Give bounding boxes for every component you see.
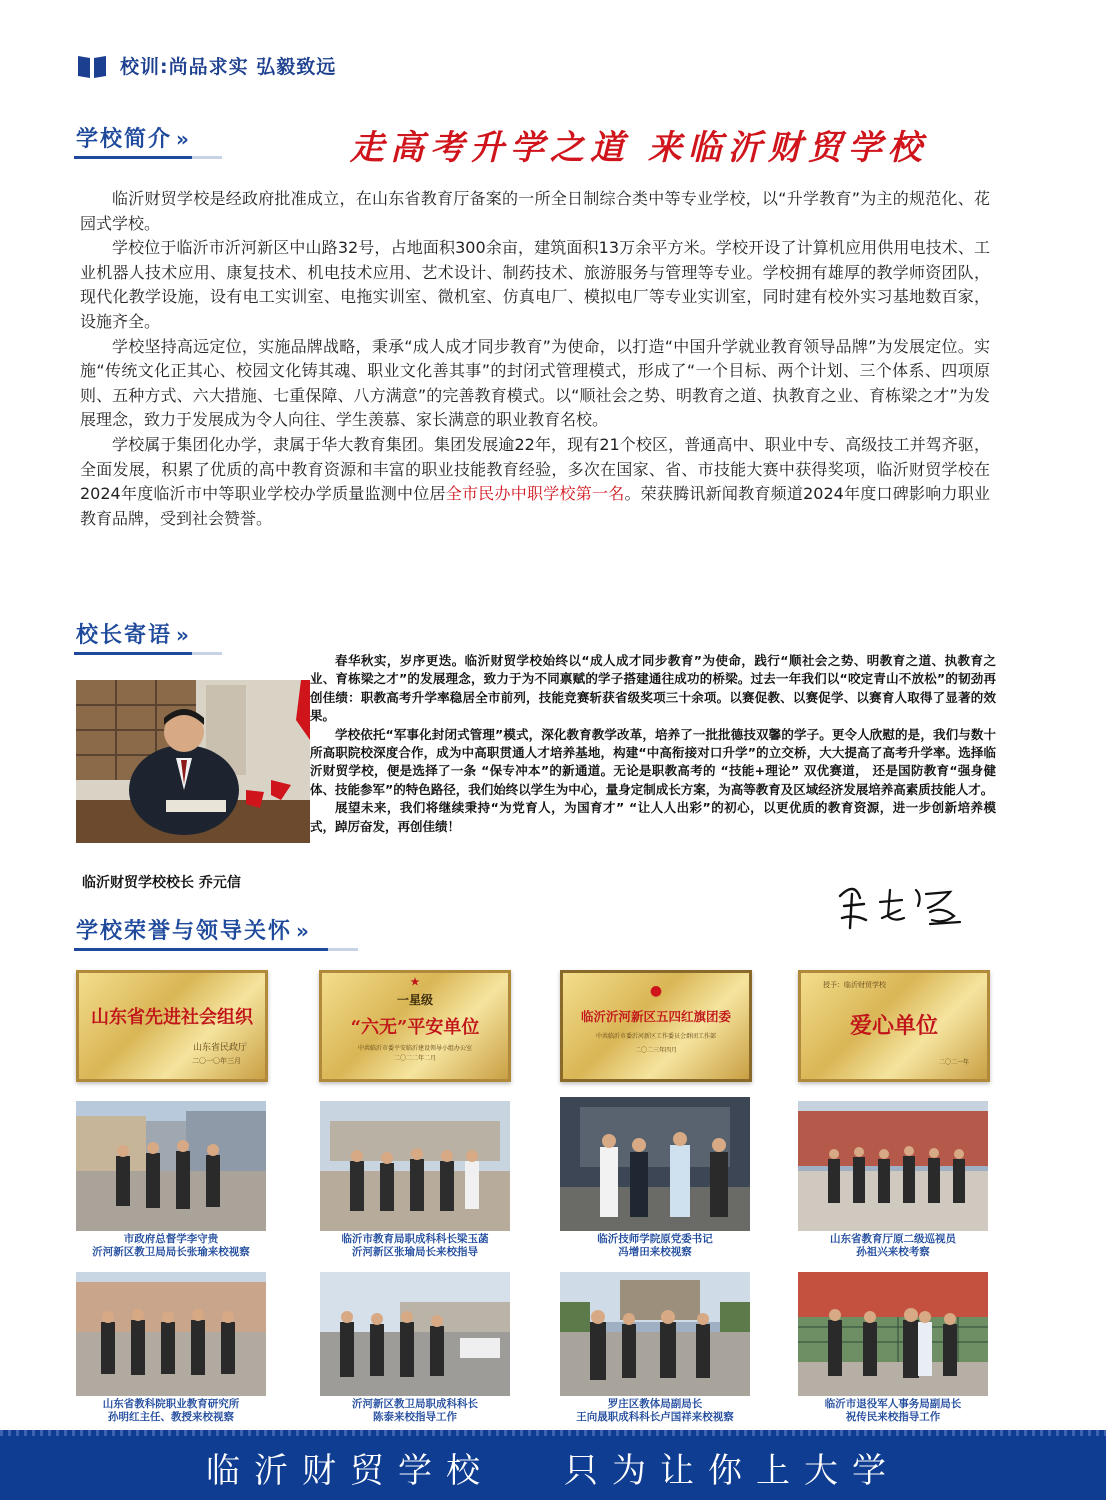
visit-photo [798,1272,988,1396]
photo-caption: 山东省教科院职业教育研究所 孙明红主任、教授来校视察 [102,1398,240,1423]
section-underline [74,156,192,159]
section-underline-accent [192,652,222,655]
slogan: 走高考升学之道 来临沂财贸学校 [350,128,928,168]
book-icon [76,50,108,82]
footer-pattern [0,1430,1106,1436]
visit-photo [76,1101,266,1231]
double-chevron-icon: » [176,623,189,647]
visit-photo [320,1272,510,1396]
letter-paragraph: 春华秋实，岁序更迭。临沂财贸学校始终以“成人成才同步教育”为使命，践行“顺社会之势、明教育之道、执教育之业、育栋梁之才”的发展理念，致力于为不同禀赋的学子搭建通往成功的桥梁。过去一年我们以“咬定青山不放松”的韧劲再创佳绩：职教高考升学率稳居全市前列，技能竞赛斩获省级奖项三十余项。以赛促教、以赛促学、以赛育人取得了显著的效果。 [310,653,996,724]
footer-slogan: 临沂财贸学校 只为让你上大学 [206,1451,900,1491]
photo-caption: 临沂技师学院原党委书记 冯增田来校视察 [597,1233,713,1258]
section-underline [74,948,328,951]
honor-plaque: ● 临沂沂河新区五四红旗团委 中共临沂市委沂河新区工作委员会群团工作部 二〇二三年四月 [560,970,752,1082]
section-underline-accent [192,156,222,159]
school-motto: 校训:尚品求实 弘毅致远 [120,56,337,78]
intro-paragraph: 临沂财贸学校是经政府批准成立，在山东省教育厅备案的一所全日制综合类中等专业学校，以“升学教育”为主的规范化、花园式学校。 [80,189,990,233]
section-underline-accent [328,948,358,951]
star-icon: ★ [410,977,420,988]
double-chevron-icon: » [176,127,189,151]
visit-photo [320,1101,510,1231]
principal-caption: 临沂财贸学校校长 乔元信 [82,875,241,891]
principal-photo [76,680,310,843]
intro-paragraph: 学校坚持高远定位，实施品牌战略，秉承“成人成才同步教育”为使命，以打造“中国升学就业教育领导品牌”为发展定位。实施“传统文化正其心、校园文化铸其魂、职业文化善其事”的封闭式管理模式，形成了“一个目标、两个计划、三个体系、四项原则、五种方式、六大措施、七重保障、八方满意”的完善教育模式。以“顺社会之势、明教育之道、执教育之业、育栋梁之才”为发展理念，致力于发展成为令人向往、学生羡慕、家长满意的职业教育名校。 [80,336,990,430]
visit-photo [798,1101,988,1231]
photo-caption: 市政府总督学李守贵 沂河新区教卫局局长张瑜来校视察 [92,1233,250,1258]
emblem-icon: ● [649,983,663,999]
letter-paragraph: 学校依托“军事化封闭式管理”模式，深化教育教学改革，培养了一批批德技双馨的学子。更令人欣慰的是，我们与数十所高职院校深度合作，成为中高职贯通人才培养基地，构建“中高衔接对口升学”的立交桥，大大提高了高考升学率。选择临沂财贸学校，便是选择了一条 “保专冲本”的新通道。无论是职教高考的 “技能+理论” 双优赛道， 还是国防教育“强身健体、技能参军”的特色路径，我们始终以学生为中心，量身定制成长方案，为高等教育及区域经济发展培养高素质技能人才。 [310,726,996,797]
letter-paragraph: 展望未来，我们将继续秉持“为党育人，为国育才” “让人人出彩”的初心，以更优质的教育资源，进一步创新培养模式，踔厉奋发，再创佳绩！ [310,800,996,834]
principal-letter [310,652,996,836]
visit-photo [560,1272,750,1396]
honor-plaque: ★ 一星级 “六无”平安单位 中共临沂市委平安临沂建设领导小组办公室 二〇二二年二月 [319,970,511,1082]
visit-photo [76,1272,266,1396]
intro-paragraph: 学校位于临沂市沂河新区中山路32号，占地面积300余亩，建筑面积13万余平方米。学校开设了计算机应用供用电技术、工业机器人技术应用、康复技术、机电技术应用、艺术设计、制药技术、旅游服务与管理等专业。学校拥有雄厚的教学师资团队，现代化教学设施，设有电工实训室、电拖实训室、微机室、仿真电厂、模拟电厂等专业实训室，同时建有校外实习基地数百家，设施齐全。 [80,238,990,331]
highlight-text: 全市民办中职学校第一名 [445,484,625,504]
photo-caption: 临沂市退役军人事务局副局长 祝传民来校指导工作 [824,1398,962,1423]
honor-plaque: 山东省先进社会组织 山东省民政厅 二〇一〇年三月 [76,970,268,1082]
double-chevron-icon: » [296,919,309,943]
section-title-honors: 学校荣誉与领导关怀 » [76,919,309,944]
section-title-principal: 校长寄语 » [76,623,189,648]
photo-caption: 临沂市教育局职成科科长梁玉菡 沂河新区张瑜局长来校指导 [341,1233,489,1258]
intro-text [80,187,990,531]
photo-caption: 山东省教育厅原二级巡视员 孙祖兴来校考察 [830,1233,956,1258]
section-title-intro: 学校简介 » [76,127,189,152]
section-underline [74,652,192,655]
visit-photo [560,1097,750,1231]
photo-caption: 罗庄区教体局副局长 王向晟职成科科长卢国祥来校视察 [576,1398,734,1423]
honor-plaque: 授予：临沂财贸学校 爱心单位 二〇二一年 [798,970,990,1082]
intro-paragraph: 学校属于集团化办学，隶属于华大教育集团。集团发展逾22年，现有21个校区，普通高中、职业中专、高级技工并驾齐驱，全面发展，积累了优质的高中教育资源和丰富的职业技能教育经验，多次在国家、省、市技能大赛中获得奖项，临沂财贸学校在2024年度临沂市中等职业学校办学质量监测中位居全市民办中职学校第一名。荣获腾讯新闻教育频道2024年度口碑影响力职业教育品牌，受到社会赞誉。 [80,434,990,528]
photo-caption: 沂河新区教卫局职成科科长 陈泰来校指导工作 [352,1398,478,1423]
principal-signature [830,876,970,936]
